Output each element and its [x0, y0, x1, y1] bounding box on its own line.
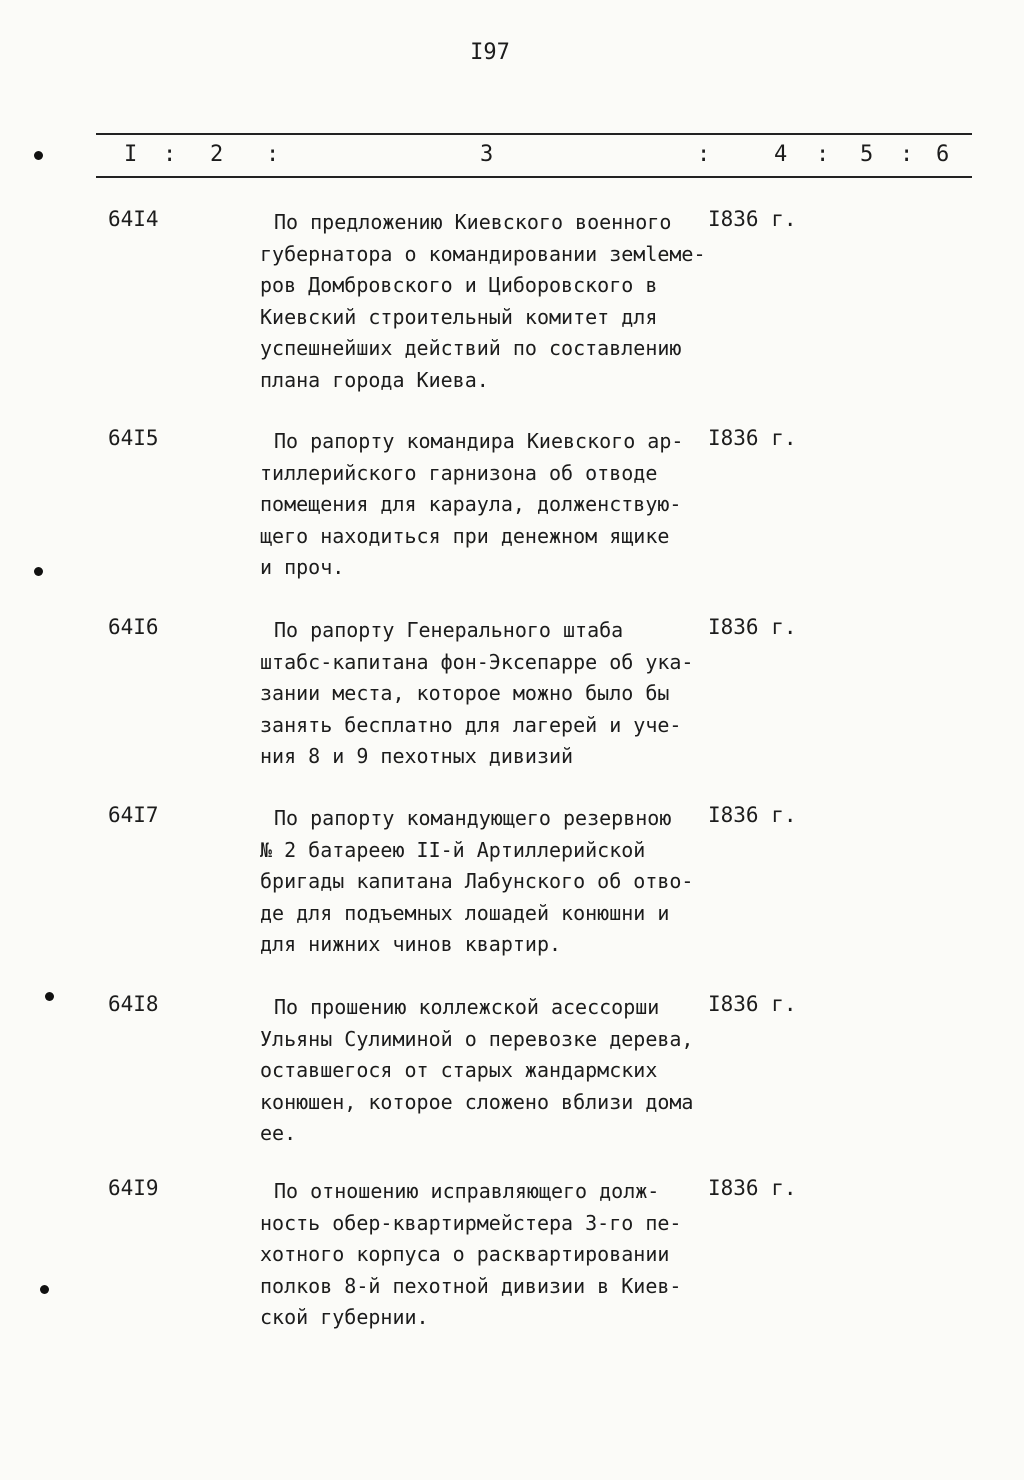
description-line: По прошению коллежской асессорши	[274, 995, 660, 1019]
description-line: По рапорту командира Киевского ар-	[274, 429, 684, 453]
description-line: По предложению Киевского военного	[274, 210, 672, 234]
description-line: тиллерийского гарнизона об отводе	[260, 460, 658, 485]
header-col-3: 3	[480, 142, 494, 167]
entry-description	[260, 426, 730, 584]
binding-hole-mark	[45, 992, 54, 1001]
entry-description	[260, 207, 730, 396]
description-line: ее.	[260, 1121, 297, 1145]
header-rule-bottom	[96, 176, 972, 178]
entry-year: I836 г.	[708, 992, 797, 1016]
header-col-5: 5	[860, 142, 874, 167]
description-line: конюшен, которое сложено вблизи дома	[260, 1089, 694, 1114]
description-line: По рапорту Генерального штаба	[274, 618, 624, 642]
header-separator: :	[163, 142, 177, 167]
description-line: щего находиться при денежном ящике	[260, 523, 670, 548]
binding-hole-mark	[34, 567, 43, 576]
description-line: для нижних чинов квартир.	[260, 932, 562, 956]
header-col-1: I	[124, 142, 138, 167]
header-col-6: 6	[936, 142, 950, 167]
binding-hole-mark	[40, 1285, 49, 1294]
description-line: зании места, которое можно было бы	[260, 681, 670, 705]
entry-description	[260, 992, 730, 1150]
description-line: оставшегося от старых жандармских	[260, 1058, 658, 1082]
description-line: де для подъемных лошадей конюшни и	[260, 900, 670, 925]
description-line: ния 8 и 9 пехотных дивизий	[260, 744, 574, 768]
description-line: губернатора о командировании земleме-	[260, 241, 706, 266]
description-line: По рапорту командующего резервною	[274, 806, 672, 830]
description-line: успешнейших действий по составлению	[260, 336, 682, 360]
binding-hole-mark	[34, 151, 43, 160]
description-line: помещения для караула, долженствую-	[260, 492, 682, 516]
description-line: бригады капитана Лабунского об отво-	[260, 869, 694, 893]
entry-year: I836 г.	[708, 1176, 797, 1200]
description-line: и проч.	[260, 555, 345, 579]
description-line: ность обер-квартирмейстера 3-го пе-	[260, 1210, 682, 1235]
entry-number: 64I8	[108, 992, 159, 1016]
description-line: По отношению исправляющего долж-	[274, 1179, 660, 1203]
description-line: Киевский строительный комитет для	[260, 304, 658, 329]
entry-number: 64I7	[108, 803, 159, 827]
description-line: полков 8-й пехотной дивизии в Киев-	[260, 1273, 682, 1298]
description-line: хотного корпуса о расквартировании	[260, 1242, 670, 1266]
header-separator: :	[697, 142, 711, 167]
header-separator: :	[266, 142, 280, 167]
entry-description	[260, 1176, 730, 1334]
entry-number: 64I9	[108, 1176, 159, 1200]
entry-description	[260, 615, 730, 773]
header-col-2: 2	[210, 142, 224, 167]
header-separator: :	[816, 142, 830, 167]
header-separator: :	[900, 142, 914, 167]
entry-year: I836 г.	[708, 426, 797, 450]
entry-number: 64I5	[108, 426, 159, 450]
header-col-4: 4	[774, 142, 788, 167]
entry-year: I836 г.	[708, 207, 797, 231]
entry-number: 64I6	[108, 615, 159, 639]
page-number: I97	[470, 40, 510, 65]
description-line: Ульяны Сулиминой о перевозке дерева,	[260, 1026, 694, 1051]
description-line: штабс-капитана фон-Эксепарре об ука-	[260, 649, 694, 674]
entry-description	[260, 803, 730, 961]
description-line: плана города Киева.	[260, 367, 489, 392]
entry-year: I836 г.	[708, 803, 797, 827]
header-rule-top	[96, 133, 972, 135]
entry-year: I836 г.	[708, 615, 797, 639]
description-line: № 2 батареею II-й Артиллерийской	[260, 837, 646, 862]
entry-number: 64I4	[108, 207, 159, 231]
description-line: занять бесплатно для лагерей и уче-	[260, 712, 682, 737]
description-line: ской губернии.	[260, 1305, 429, 1329]
description-line: ров Домбровского и Цибоpовского в	[260, 273, 658, 297]
